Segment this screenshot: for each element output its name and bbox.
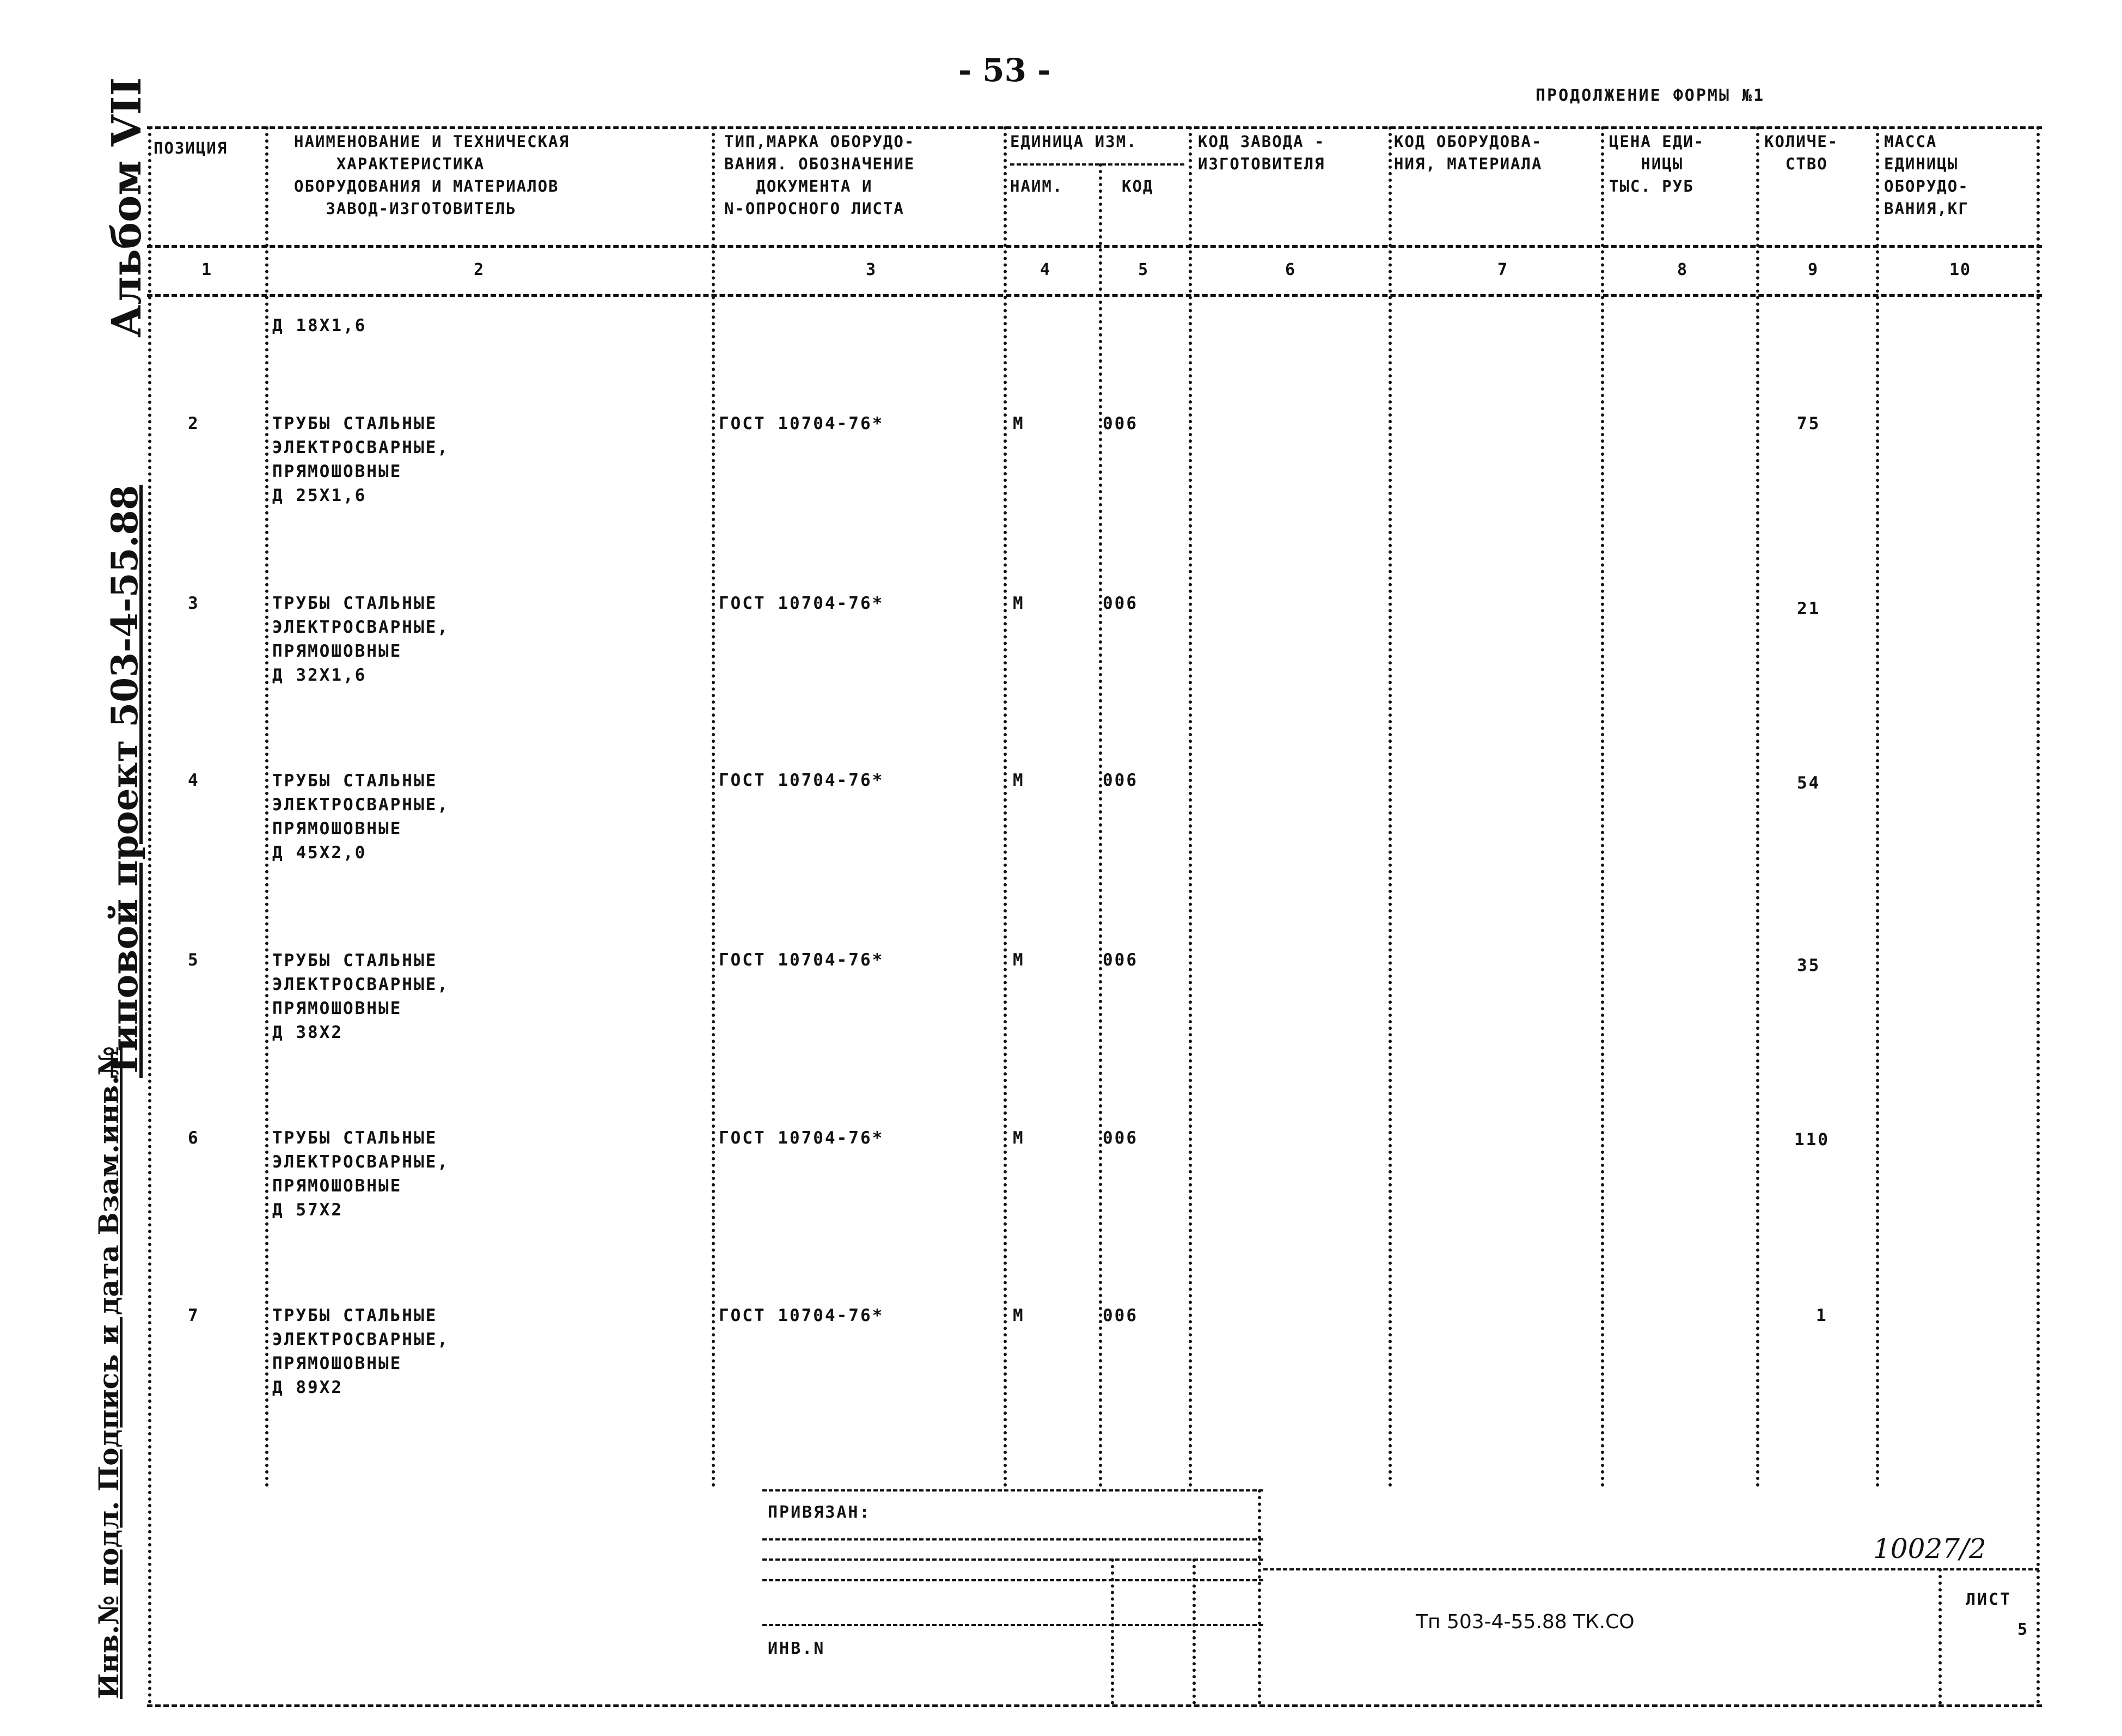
continuation-label: ПРОДОЛЖЕНИЕ ФОРМЫ №1 bbox=[1536, 86, 1765, 105]
row-name-line: ТРУБЫ СТАЛЬНЫЕ bbox=[272, 771, 438, 791]
row-name-line: Д 45Х2,0 bbox=[272, 843, 367, 863]
col-divider bbox=[2037, 126, 2040, 1704]
header-qty: КОЛИЧЕ- СТВО bbox=[1764, 132, 1839, 173]
row-name-line: Д 57Х2 bbox=[272, 1200, 343, 1220]
header-mass: МАССА ЕДИНИЦЫ ОБОРУДО- ВАНИЯ,КГ bbox=[1884, 132, 1969, 218]
row-position: 2 bbox=[188, 414, 200, 433]
header-unit-name: НАИМ. bbox=[1010, 177, 1063, 195]
stamp-divider bbox=[1938, 1568, 1942, 1704]
row-name-line: ПРЯМОШОВНЫЕ bbox=[272, 819, 402, 839]
col-number: 9 bbox=[1807, 260, 1819, 279]
stamp-sheet-label: ЛИСТ bbox=[1966, 1590, 2012, 1609]
col-divider bbox=[1756, 126, 1759, 1488]
stamp-rule bbox=[762, 1558, 1263, 1561]
col-divider bbox=[148, 126, 151, 1704]
row-name-line: ПРЯМОШОВНЫЕ bbox=[272, 999, 402, 1018]
row-name bbox=[272, 591, 449, 687]
row-position: 7 bbox=[188, 1306, 200, 1325]
row-doc: ГОСТ 10704-76* bbox=[719, 950, 884, 970]
album-label: Альбом VII bbox=[103, 77, 150, 338]
col-divider bbox=[265, 126, 268, 1488]
row-qty: 110 bbox=[1794, 1130, 1830, 1150]
header-position: ПОЗИЦИЯ bbox=[154, 139, 228, 157]
col-divider bbox=[712, 126, 715, 1488]
row-position: 3 bbox=[188, 594, 200, 613]
row-code: 006 bbox=[1103, 594, 1138, 613]
header-unit: ЕДИНИЦА ИЗМ. bbox=[1010, 132, 1138, 151]
header-unit-code: КОД bbox=[1122, 177, 1154, 195]
unit-sub-rule bbox=[1010, 163, 1184, 166]
row-name-line: ЭЛЕКТРОСВАРНЫЕ, bbox=[272, 1152, 449, 1172]
row-name-line: Д 89Х2 bbox=[272, 1378, 343, 1397]
row-name-line: ТРУБЫ СТАЛЬНЫЕ bbox=[272, 414, 438, 433]
row-unit: М bbox=[1013, 594, 1025, 613]
col-number: 6 bbox=[1285, 260, 1297, 279]
col-number: 7 bbox=[1497, 260, 1509, 279]
stamp-signature: 10027/2 bbox=[1873, 1533, 1986, 1564]
row-name bbox=[272, 412, 449, 508]
row-unit: М bbox=[1013, 414, 1025, 433]
row-qty: 21 bbox=[1797, 599, 1821, 619]
row-name-line: ТРУБЫ СТАЛЬНЫЕ bbox=[272, 594, 438, 613]
row-name-line: ЭЛЕКТРОСВАРНЫЕ, bbox=[272, 975, 449, 994]
col-divider bbox=[1004, 126, 1007, 1488]
row-name-line: ТРУБЫ СТАЛЬНЫЕ bbox=[272, 951, 438, 970]
table-bottom-rule bbox=[147, 1704, 2042, 1707]
row-name-line: ПРЯМОШОВНЫЕ bbox=[272, 462, 402, 481]
stamp-divider bbox=[1193, 1558, 1196, 1704]
row-code: 006 bbox=[1103, 950, 1138, 970]
row-name-line: ПРЯМОШОВНЫЕ bbox=[272, 1176, 402, 1196]
col-number: 10 bbox=[1949, 260, 1972, 279]
carry-over-line: Д 18Х1,6 bbox=[272, 316, 367, 335]
project-label: Типовой проект 503-4-55.88 bbox=[103, 485, 146, 1078]
row-name-line: ПРЯМОШОВНЫЕ bbox=[272, 1354, 402, 1373]
row-name-line: Д 25Х1,6 bbox=[272, 486, 367, 505]
row-name bbox=[272, 949, 449, 1044]
stamp-rule bbox=[762, 1579, 1263, 1581]
row-name-line: ЭЛЕКТРОСВАРНЫЕ, bbox=[272, 1330, 449, 1349]
row-position: 6 bbox=[188, 1128, 200, 1148]
row-doc: ГОСТ 10704-76* bbox=[719, 1306, 884, 1325]
stamp-divider bbox=[1111, 1558, 1114, 1704]
row-name-line: ТРУБЫ СТАЛЬНЫЕ bbox=[272, 1306, 438, 1325]
col-divider bbox=[1389, 126, 1392, 1488]
stamp-rule bbox=[762, 1489, 1263, 1492]
col-number: 3 bbox=[865, 260, 877, 279]
col-number: 2 bbox=[473, 260, 485, 279]
row-name bbox=[272, 1304, 449, 1399]
page-number: - 53 - bbox=[958, 52, 1051, 89]
row-name-line: ЭЛЕКТРОСВАРНЫЕ, bbox=[272, 795, 449, 815]
row-code: 006 bbox=[1103, 1128, 1138, 1148]
col-divider bbox=[1876, 126, 1879, 1488]
header-type: ТИП,МАРКА ОБОРУДО- ВАНИЯ. ОБОЗНАЧЕНИЕ ДОКУМЕНТА И N-ОПРОСНОГО ЛИСТА bbox=[724, 132, 915, 218]
row-name bbox=[272, 769, 449, 865]
col-divider bbox=[1601, 126, 1604, 1488]
header-equipment: КОД ОБОРУДОВА- НИЯ, МАТЕРИАЛА bbox=[1394, 132, 1543, 173]
row-code: 006 bbox=[1103, 771, 1138, 790]
stamp-rule bbox=[762, 1624, 1263, 1626]
stamp-divider bbox=[1258, 1489, 1261, 1704]
row-position: 5 bbox=[188, 950, 200, 970]
stamp-bound-label: ПРИВЯЗАН: bbox=[768, 1503, 871, 1522]
row-doc: ГОСТ 10704-76* bbox=[719, 1128, 884, 1148]
row-name-line: Д 38Х2 bbox=[272, 1023, 343, 1042]
row-name bbox=[272, 1126, 449, 1222]
row-unit: М bbox=[1013, 771, 1025, 790]
row-name-line: ТРУБЫ СТАЛЬНЫЕ bbox=[272, 1128, 438, 1148]
row-name-line: Д 32Х1,6 bbox=[272, 665, 367, 685]
row-position: 4 bbox=[188, 771, 200, 790]
col-divider bbox=[1189, 126, 1192, 1488]
col-divider bbox=[1099, 163, 1102, 1488]
row-doc: ГОСТ 10704-76* bbox=[719, 594, 884, 613]
row-name-line: ЭЛЕКТРОСВАРНЫЕ, bbox=[272, 618, 449, 637]
header-name: НАИМЕНОВАНИЕ И ТЕХНИЧЕСКАЯ ХАРАКТЕРИСТИКА ОБОРУДОВАНИЯ И МАТЕРИАЛОВ ЗАВОД-ИЗГОТОВИТЕЛЬ bbox=[294, 132, 570, 218]
row-qty: 1 bbox=[1816, 1306, 1828, 1325]
row-name-line: ПРЯМОШОВНЫЕ bbox=[272, 641, 402, 661]
col-number: 4 bbox=[1039, 260, 1051, 279]
row-unit: М bbox=[1013, 1128, 1025, 1148]
inventory-label: Инв.№ подл. Подпись и дата Взам.инв.№ bbox=[93, 1046, 125, 1699]
row-unit: М bbox=[1013, 950, 1025, 970]
header-price: ЦЕНА ЕДИ- НИЦЫ ТЫС. РУБ bbox=[1609, 132, 1705, 195]
row-code: 006 bbox=[1103, 414, 1138, 433]
stamp-rule bbox=[1263, 1568, 2039, 1570]
row-qty: 75 bbox=[1797, 414, 1821, 433]
row-doc: ГОСТ 10704-76* bbox=[719, 771, 884, 790]
stamp-doc-code: Тп 503-4-55.88 ТК.СО bbox=[1416, 1611, 1635, 1633]
stamp-inv-label: ИНВ.N bbox=[768, 1639, 825, 1658]
row-unit: М bbox=[1013, 1306, 1025, 1325]
col-number: 8 bbox=[1677, 260, 1689, 279]
row-code: 006 bbox=[1103, 1306, 1138, 1325]
header-factory: КОД ЗАВОДА - ИЗГОТОВИТЕЛЯ bbox=[1198, 132, 1325, 173]
row-qty: 54 bbox=[1797, 773, 1821, 793]
stamp-rule bbox=[762, 1538, 1263, 1541]
row-qty: 35 bbox=[1797, 956, 1821, 975]
col-number: 5 bbox=[1138, 260, 1149, 279]
stamp-sheet-number: 5 bbox=[2017, 1620, 2029, 1639]
col-number: 1 bbox=[201, 260, 213, 279]
row-name-line: ЭЛЕКТРОСВАРНЫЕ, bbox=[272, 438, 449, 457]
row-doc: ГОСТ 10704-76* bbox=[719, 414, 884, 433]
